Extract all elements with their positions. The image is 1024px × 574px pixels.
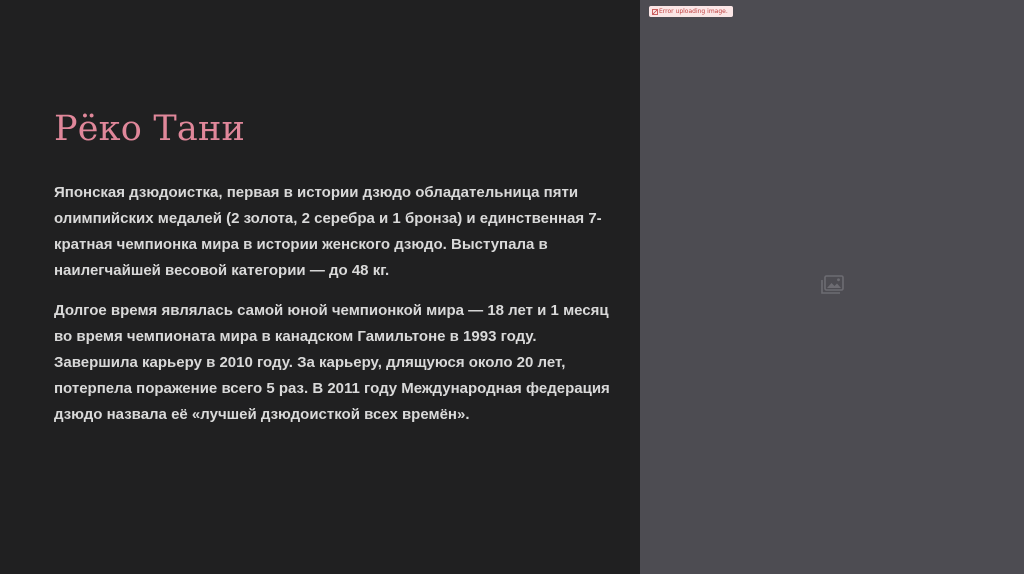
image-panel [640,0,1024,574]
paragraph-1: Японская дзюдоистка, первая в истории дзюдо обладательница пяти олимпийских медалей (2 золота, 2 серебра и 1 бронза) и единственная 7-кратная чемпионка мира в истории женского дзюдо. Выступала в наилегчайшей весовой категории — до 48 кг. [54,184,602,279]
slide-body [54,180,614,442]
paragraph-2: Долгое время являлась самой юной чемпионкой мира — 18 лет и 1 месяц во время чемпионата мира в канадском Гамильтоне в 1993 году. Завершила карьеру в 2010 году. За карьеру, длящуюся около 20 лет, потерпела поражение всего 5 раз. В 2011 году Международная федерация дзюдо назвала её «лучшей дзюдоисткой всех времён». [54,302,610,423]
image-error-text: Error uploading image. [659,8,728,15]
image-error-badge [649,6,733,17]
slide-title: Рёко Тани [54,109,246,149]
image-placeholder-icon [821,275,845,295]
broken-image-icon [652,9,658,15]
